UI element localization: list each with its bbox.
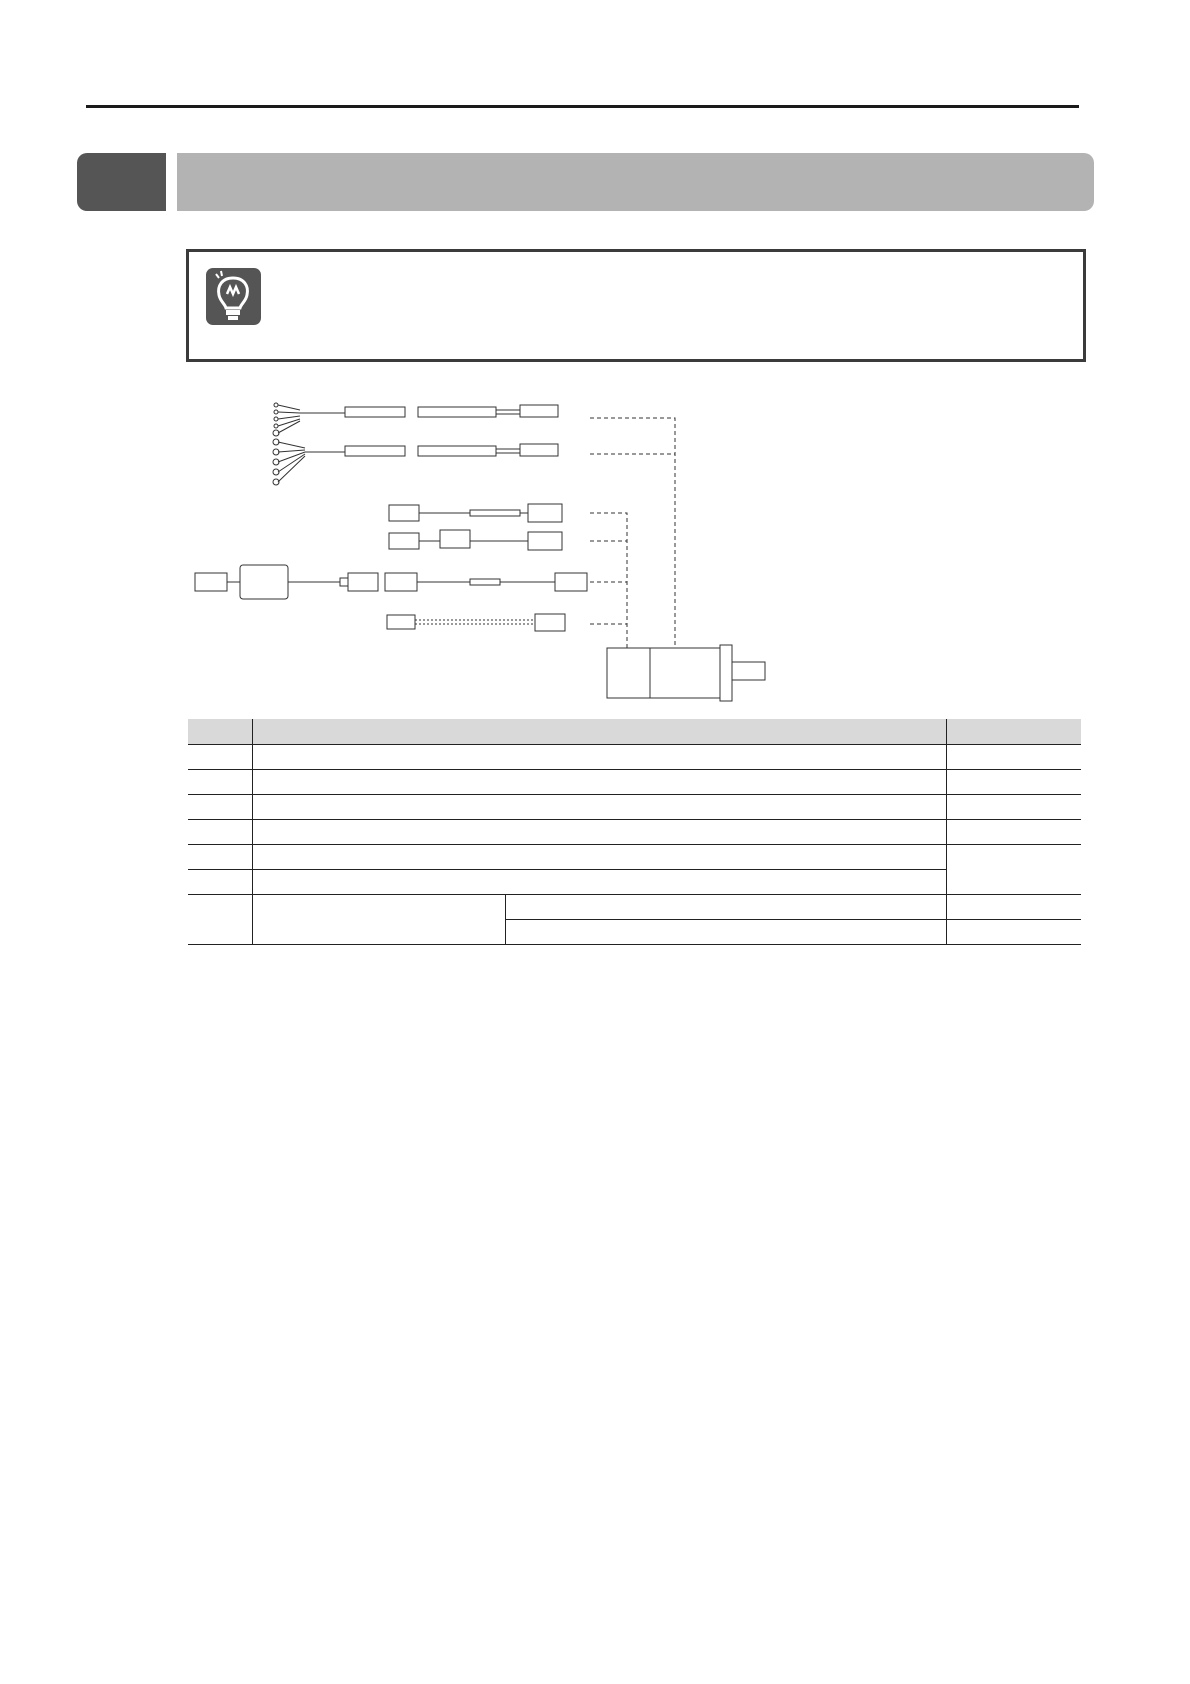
power-cable-2: [273, 439, 558, 485]
encoder-cable-4: [387, 614, 565, 631]
battery-unit-cable: [195, 565, 378, 599]
table-row: [188, 820, 1081, 845]
servomotor: [607, 645, 765, 701]
table-header-row: [188, 719, 1081, 745]
encoder-cable-3: [385, 573, 587, 591]
power-cable-1: [273, 403, 558, 436]
table-row: [188, 770, 1081, 795]
encoder-cable-1: [389, 504, 562, 522]
table-row: [188, 895, 1081, 920]
cable-connection-diagram: [0, 0, 1190, 720]
encoder-cable-2: [389, 530, 562, 550]
table-row: [188, 845, 1081, 870]
parts-table: [188, 719, 1081, 945]
table-row: [188, 795, 1081, 820]
table-row: [188, 745, 1081, 770]
connection-lines: [590, 418, 675, 648]
